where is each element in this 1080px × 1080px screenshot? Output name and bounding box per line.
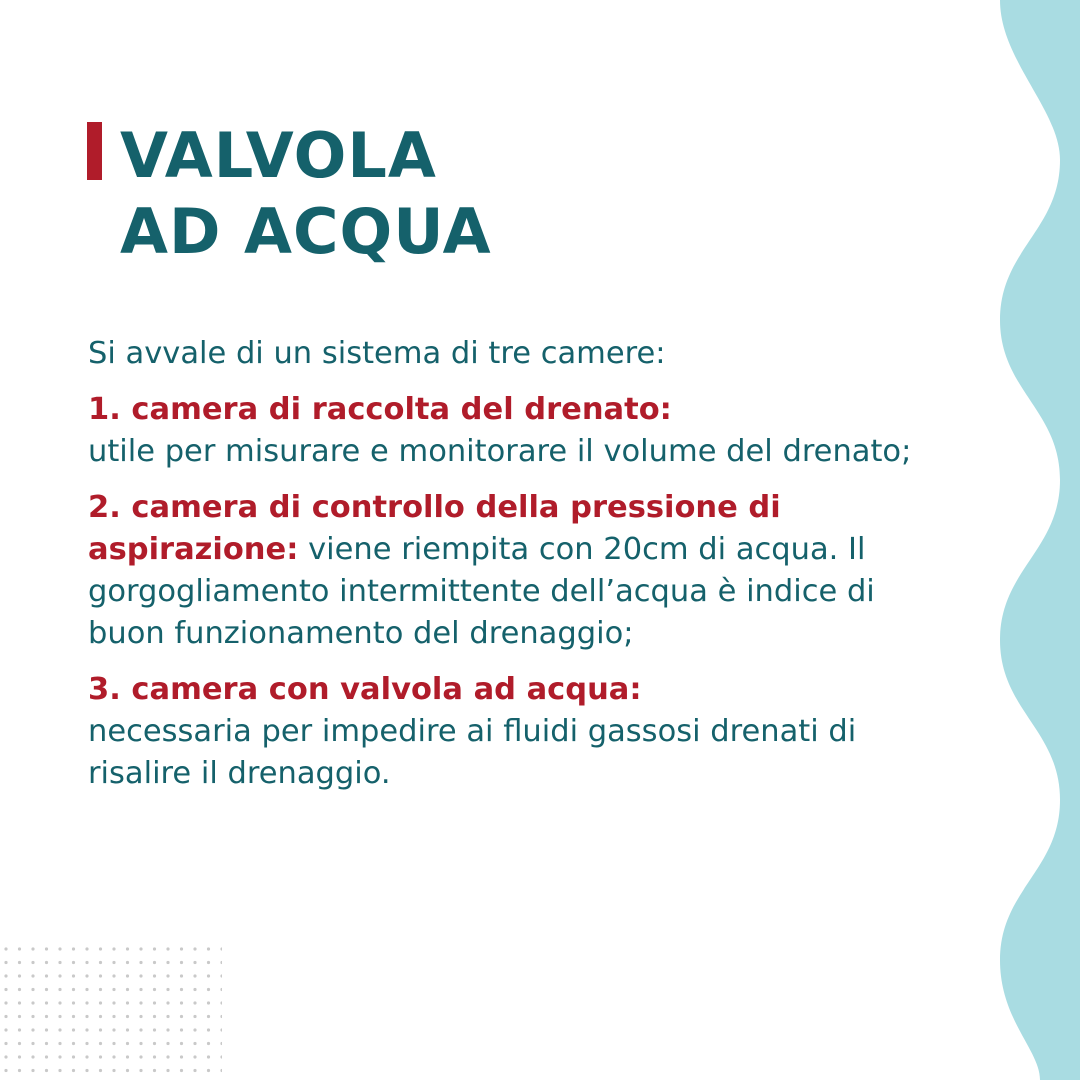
title-line-1: VALVOLA <box>120 119 437 192</box>
page-title <box>120 118 492 270</box>
item-2-heading: 2. camera di controllo della pressione di aspirazione: <box>88 490 781 567</box>
list-item-3 <box>88 669 948 795</box>
item-3-text: necessaria per impedire ai fluidi gassosi drenati di risalire il drenaggio. <box>88 714 857 791</box>
item-2-text: viene riempita con 20cm di acqua. Il gorgogliamento intermittente dell’acqua è indice di buon funzionamento del drenaggio; <box>88 532 875 651</box>
title-line-2: AD ACQUA <box>120 195 492 268</box>
intro-text: Si avvale di un sistema di tre camere: <box>88 336 666 371</box>
content-body <box>88 333 948 795</box>
item-3-heading: 3. camera con valvola ad acqua: <box>88 672 642 707</box>
list-item-2 <box>88 487 948 655</box>
item-1-heading: 1. camera di raccolta del drenato: <box>88 392 672 427</box>
title-accent-bar <box>87 122 102 180</box>
decorative-dot-grid <box>0 943 230 1080</box>
list-item-1 <box>88 389 948 473</box>
item-1-text: utile per misurare e monitorare il volume del drenato; <box>88 434 912 469</box>
